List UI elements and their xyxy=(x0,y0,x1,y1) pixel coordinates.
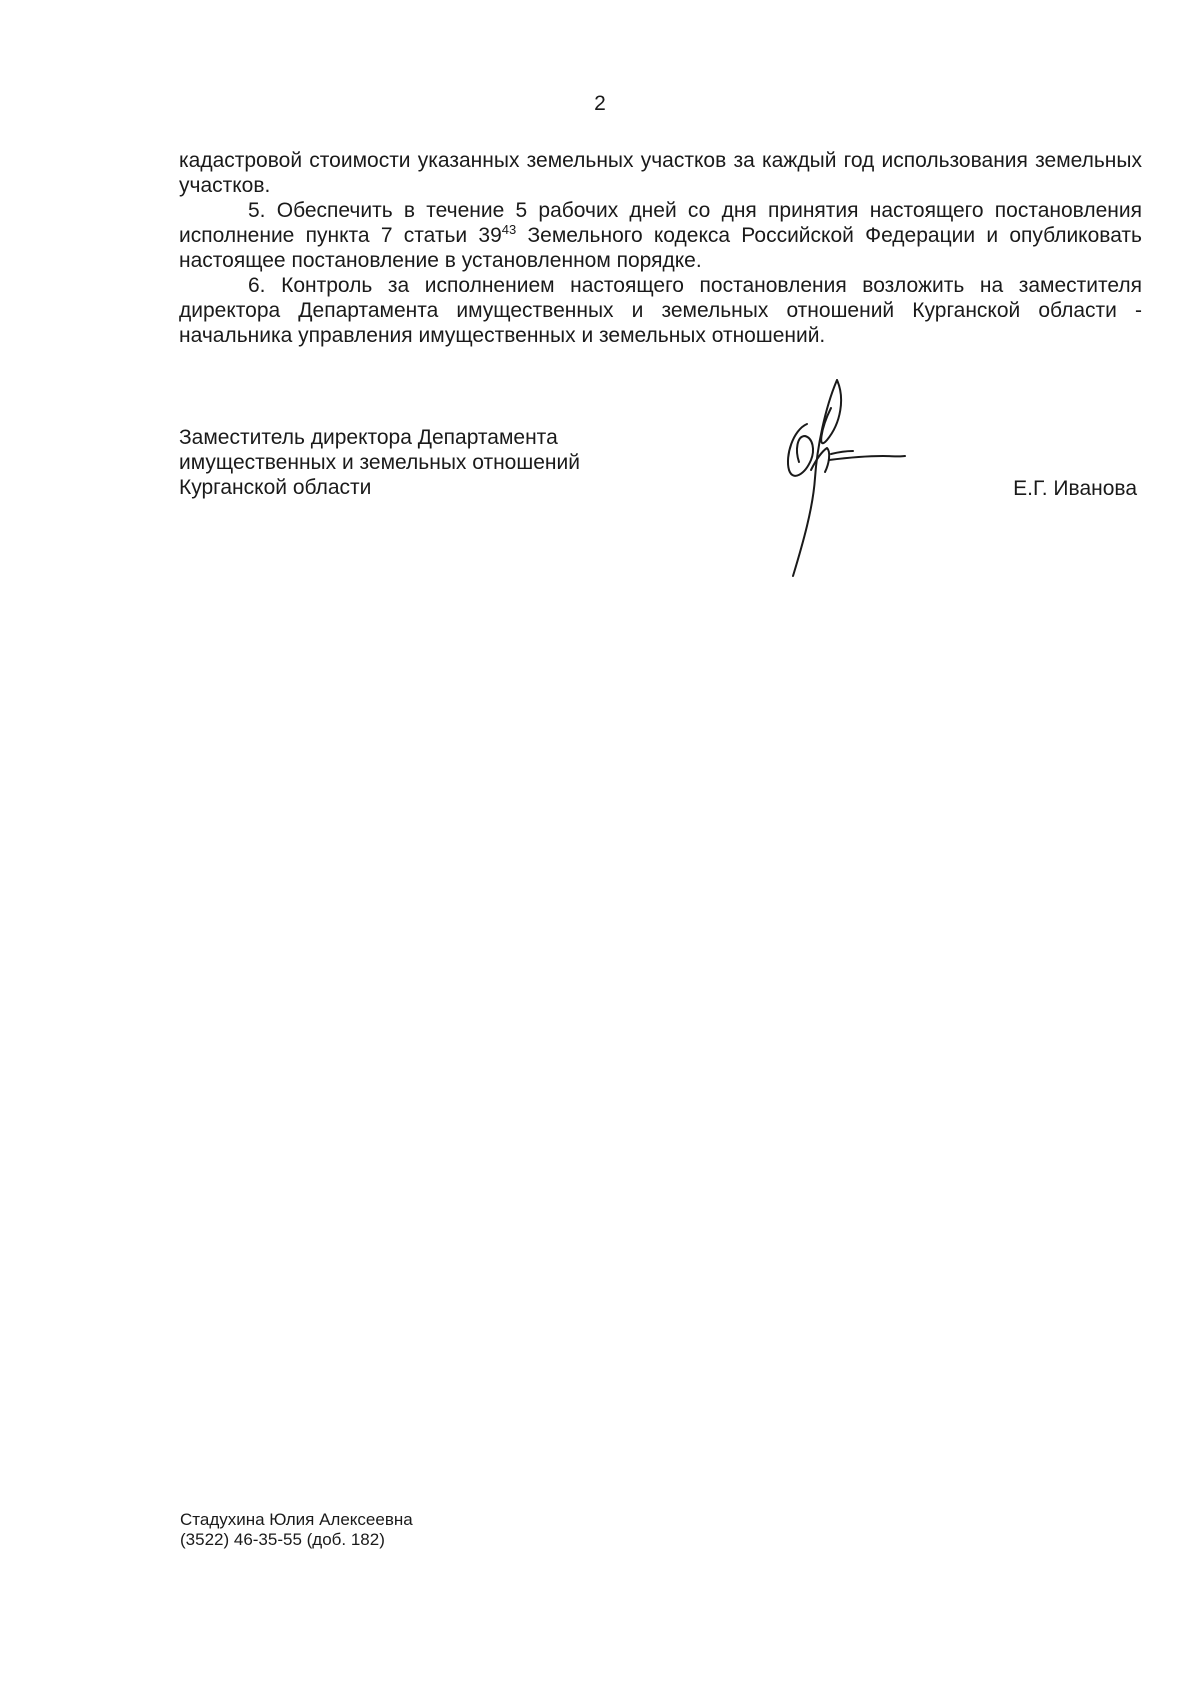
position-line-1: Заместитель директора Департамента xyxy=(179,426,558,449)
signatory-position xyxy=(179,425,679,500)
executor-phone: (3522) 46-35-55 (доб. 182) xyxy=(180,1530,385,1549)
position-line-2: имущественных и земельных отношений xyxy=(179,451,580,474)
page-number: 2 xyxy=(594,92,606,115)
paragraph-continuation: кадастровой стоимости указанных земельных участков за каждый год использования земельных участков. xyxy=(179,149,1142,197)
handwritten-signature xyxy=(765,378,915,578)
position-line-3: Курганской области xyxy=(179,476,372,499)
item-5-text-start: 5. Обеспечить в течение 5 рабочих дней со дня принятия настоящего постановления исполнение пункта 7 статьи 39 xyxy=(179,199,1142,247)
executor-name: Стадухина Юлия Алексеевна xyxy=(180,1510,413,1529)
executor-contact xyxy=(180,1510,413,1550)
signatory-name: Е.Г. Иванова xyxy=(1013,477,1137,500)
document-body xyxy=(179,148,1142,348)
paragraph-item-6: 6. Контроль за исполнением настоящего постановления возложить на заместителя директора Департамента имущественных и земельных отношений Курганской области - начальника управления имущественных и земельных отношений. xyxy=(179,274,1142,347)
item-5-text-end: Земельного кодекса Российской Федерации и опубликовать настоящее постановление в установленном порядке. xyxy=(179,224,1142,272)
article-superscript: 43 xyxy=(501,222,517,237)
paragraph-item-5 xyxy=(179,198,1142,273)
